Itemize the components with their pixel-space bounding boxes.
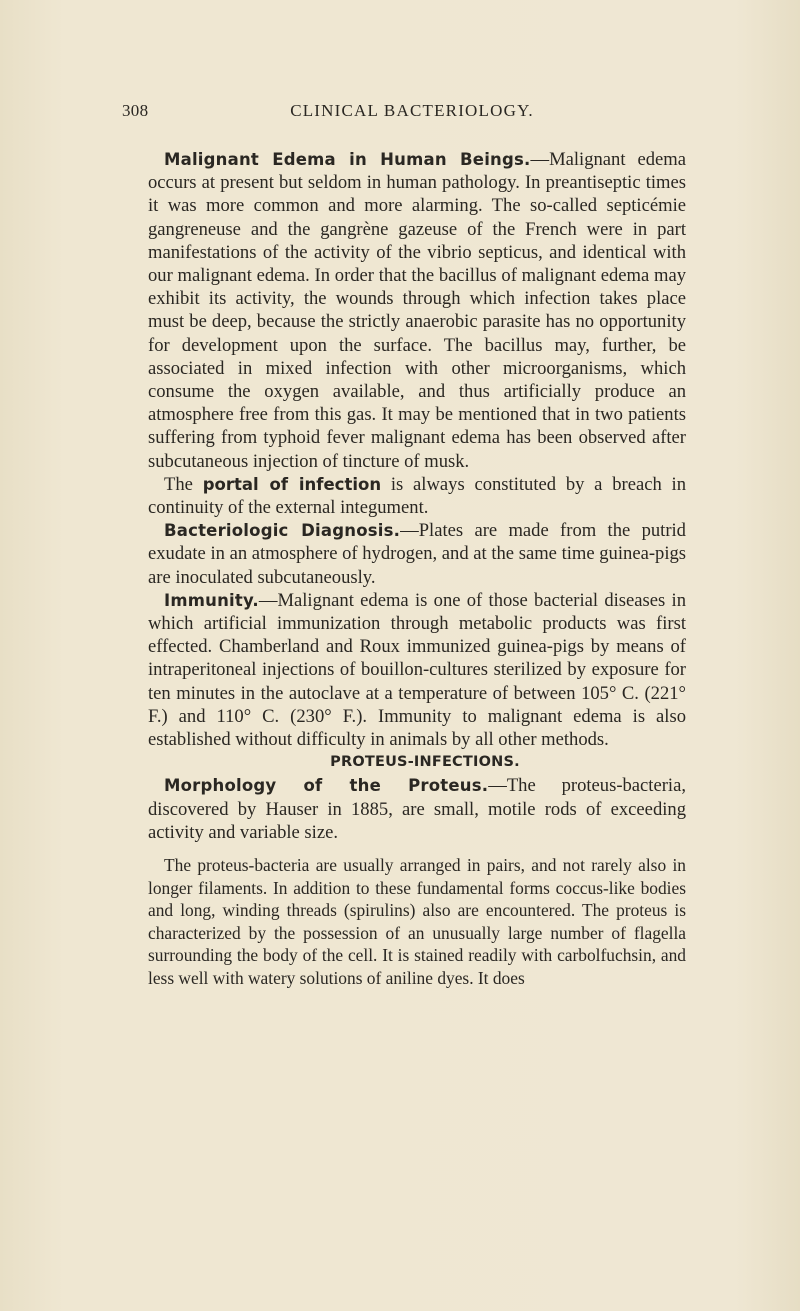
text-diagnosis: —Plates are made from the putrid exudate in an atmosphere of hydrogen, and at the same time guinea-pigs are inoculated subcutaneously. — [148, 520, 687, 588]
section-heading-proteus: PROTEUS-INFECTIONS. — [330, 754, 520, 771]
heading-diagnosis: Bacteriologic Diagnosis. — [164, 521, 401, 541]
text-immunity: —Malignant edema is one of those bacterial diseases in which artificial immunization through metabolic products was first effected. Chamberland and Roux immunized guinea-pigs by means of intraperitoneal injections of bouillon-cultures sterilized by exposure for ten minutes in the autoclave at a temperature of between 105° C. (221° F.) and 110° C. (230° F.). Immunity to malignant edema is also established without difficulty in animals by all other methods. — [148, 589, 686, 751]
paragraph-portal — [148, 473, 686, 519]
heading-immunity: Immunity. — [164, 590, 259, 610]
heading-morphology: Morphology of the Proteus. — [164, 776, 489, 796]
running-title: CLINICAL BACTERIOLOGY. — [290, 101, 534, 120]
paragraph-morphology — [148, 774, 686, 844]
paragraph-arrangement — [148, 854, 686, 990]
term-portal-of-infection: portal of infection — [202, 474, 382, 494]
text-portal-pre: The — [164, 473, 203, 495]
text-arrangement: The proteus-bacteria are usually arranged in pairs, and not rarely also in longer filaments. In addition to these fundamental forms coccus-like bodies and long, winding threads (spirulins) also are encountered. The proteus is characterized by the possession of an unusually large number of flagella surrounding the body of the cell. It is stained readily with carbolfuchsin, and less well with watery solutions of aniline dyes. It does — [148, 855, 686, 989]
heading-malignant-edema: Malignant Edema in Human Beings. — [164, 150, 531, 169]
running-head — [122, 101, 702, 125]
text-portal: is always constituted by a breach in continuity of the external integument. — [148, 473, 686, 519]
paragraph-immunity — [148, 589, 686, 751]
text-malignant-edema: —Malignant edema occurs at present but seldom in human pathology. In preantiseptic times it was more common and more alarming. The so-called septicémie gangreneuse and the gangrène gazeuse of the French were in part manifestations of the activity of the vibrio septicus, and identical with our malignant edema. In order that the bacillus of malignant edema may exhibit its activity, the wounds through which infection takes place must be deep, because the strictly anaerobic parasite has no opportunity for development upon the surface. The bacillus may, further, be associated in mixed infection with other microorganisms, which consume the oxygen available, and thus artificially produce an atmosphere free from this gas. It may be mentioned that in two patients suffering from typhoid fever malignant edema has been observed after subcutaneous injection of tincture of musk. — [148, 149, 686, 472]
paragraph-malignant-edema — [148, 148, 686, 473]
text-morphology: —The proteus-bacteria, discovered by Hauser in 1885, are small, motile rods of exceeding activity and variable size. — [148, 775, 686, 843]
paragraph-diagnosis — [148, 519, 686, 589]
page-body — [148, 148, 686, 990]
page-number: 308 — [122, 101, 149, 120]
